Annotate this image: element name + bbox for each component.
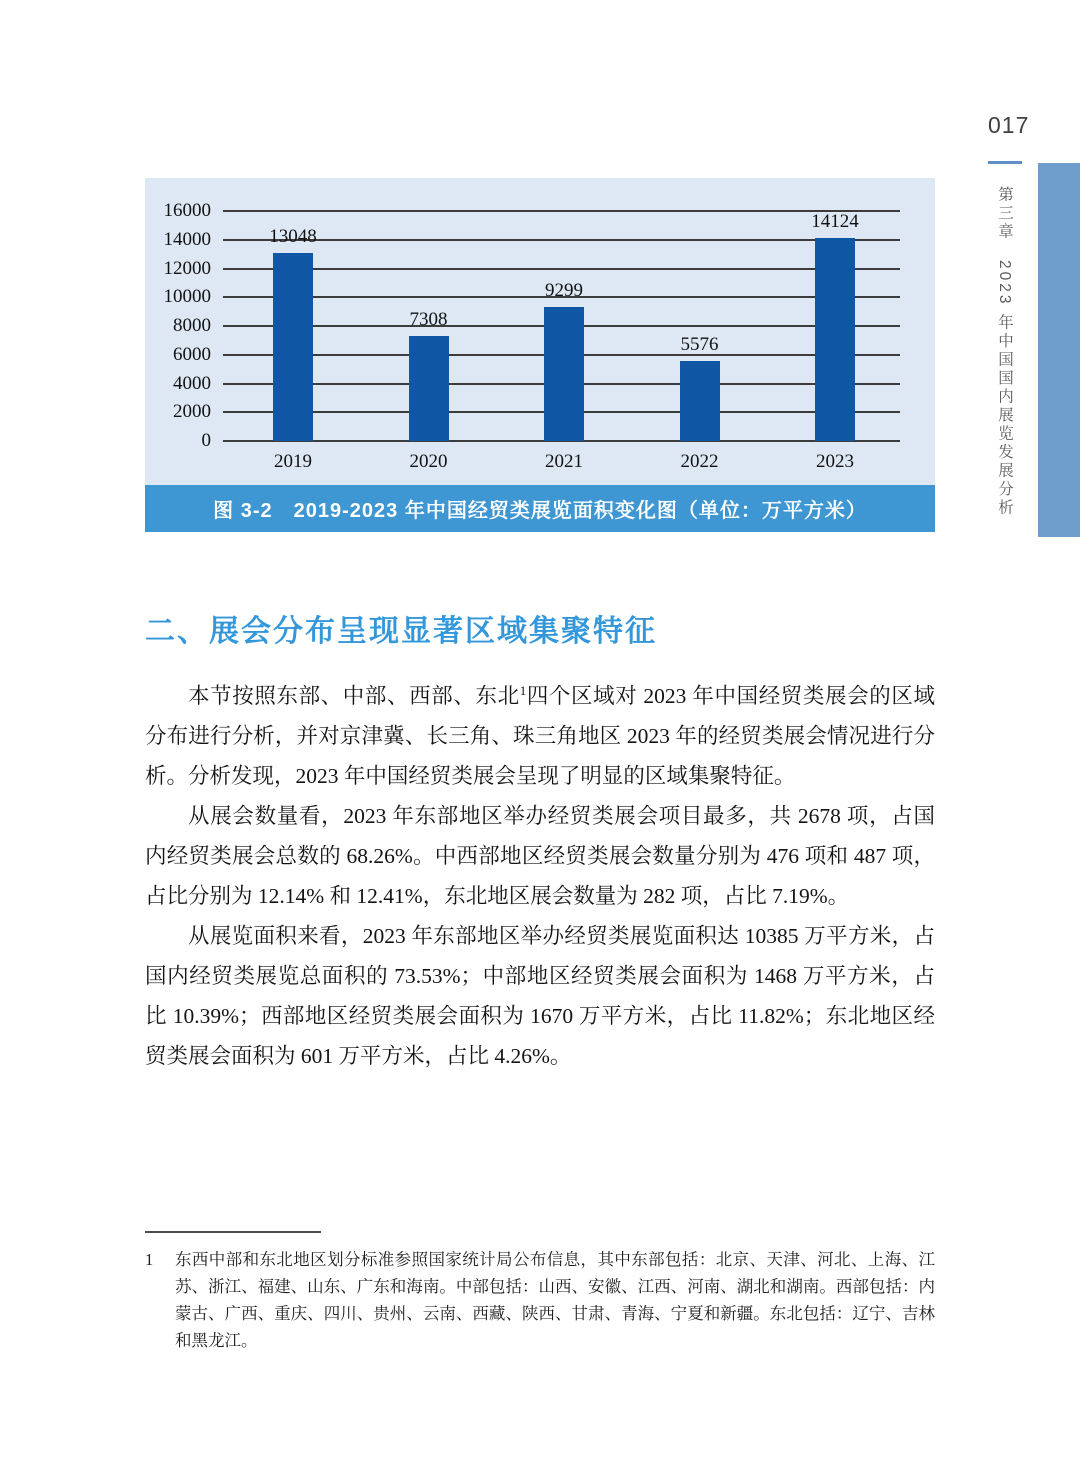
chart-plot xyxy=(145,178,935,485)
x-axis-tick-label: 2023 xyxy=(816,451,854,472)
footnote-reference: 1 xyxy=(519,682,527,698)
chapter-sidebar-title: 第三章 2023 年中国国内展览发展分析 xyxy=(996,186,1013,518)
section-heading: 二、展会分布呈现显著区域集聚特征 xyxy=(145,615,657,648)
paragraph-1 xyxy=(145,676,935,796)
y-axis-tick-label: 8000 xyxy=(173,315,211,336)
paragraph-1-post: 四个区域对 2023 年中国经贸类展会的区域分布进行分析，并对京津冀、长三角、珠三角地区 2023 年的经贸类展会情况进行分析。分析发现，2023 年中国经贸类展会呈现了明显的区域集聚特征。 xyxy=(145,684,935,788)
y-axis-tick-label: 4000 xyxy=(173,372,211,394)
footnote-rule xyxy=(145,1231,321,1233)
y-axis-tick-label: 2000 xyxy=(173,401,211,423)
bar-value-label: 7308 xyxy=(409,308,448,330)
y-axis-tick-label: 14000 xyxy=(163,228,211,250)
bar-2021 xyxy=(544,307,584,441)
footnote-marker: 1 xyxy=(145,1250,154,1269)
x-axis-tick-label: 2021 xyxy=(545,451,583,472)
y-axis-tick-label: 16000 xyxy=(163,200,211,221)
paragraph-2: 从展会数量看，2023 年东部地区举办经贸类展会项目最多，共 2678 项，占国内经贸类展会总数的 68.26%。中西部地区经贸类展会数量分别为 476 项和 487 项，占比分别为 12.14% 和 12.41%，东北地区展会数量为 282 项，占比 7.19%。 xyxy=(145,804,935,908)
body-text xyxy=(145,676,935,1076)
bar-2022 xyxy=(680,361,720,441)
page-number-rule xyxy=(988,161,1022,164)
x-axis-tick-label: 2022 xyxy=(680,451,719,472)
bar-2023 xyxy=(815,238,855,441)
bar-2019 xyxy=(273,253,313,441)
y-axis-tick-label: 0 xyxy=(201,430,211,451)
bar-value-label: 5576 xyxy=(680,333,719,355)
x-axis-tick-label: 2019 xyxy=(274,451,312,472)
y-axis-tick-label: 12000 xyxy=(163,257,211,279)
chapter-sidebar-bar xyxy=(1038,163,1080,537)
gridline xyxy=(223,268,900,270)
page-number: 017 xyxy=(988,112,1030,138)
bar-2020 xyxy=(409,336,449,441)
y-axis-tick-label: 6000 xyxy=(173,343,211,365)
y-axis-tick-label: 10000 xyxy=(163,286,211,308)
bar-value-label: 13048 xyxy=(269,226,317,248)
footnote xyxy=(145,1246,935,1354)
bar-value-label: 9299 xyxy=(545,280,583,302)
paragraph-1-pre: 本节按照东部、中部、西部、东北 xyxy=(188,684,520,708)
x-axis-tick-label: 2020 xyxy=(409,451,448,472)
footnote-text: 东西中部和东北地区划分标准参照国家统计局公布信息，其中东部包括：北京、天津、河北、上海、江苏、浙江、福建、山东、广东和海南。中部包括：山西、安徽、江西、河南、湖北和湖南。西部包括：内蒙古、广西、重庆、四川、贵州、云南、西藏、陕西、甘肃、青海、宁夏和新疆。东北包括：辽宁、吉林和黑龙江。 xyxy=(175,1250,935,1350)
bar-value-label: 14124 xyxy=(811,210,859,232)
paragraph-3: 从展览面积来看，2023 年东部地区举办经贸类展览面积达 10385 万平方米，占国内经贸类展览总面积的 73.53%；中部地区经贸类展会面积为 1468 万平方米，占比 10.39%；西部地区经贸类展会面积为 1670 万平方米，占比 11.82%；东北地区经贸类展会面积为 601 万平方米，占比 4.26%。 xyxy=(145,924,935,1068)
chart-caption: 图 3-2 2019-2023 年中国经贸类展览面积变化图（单位：万平方米） xyxy=(145,485,935,532)
figure-3-2 xyxy=(145,178,935,532)
